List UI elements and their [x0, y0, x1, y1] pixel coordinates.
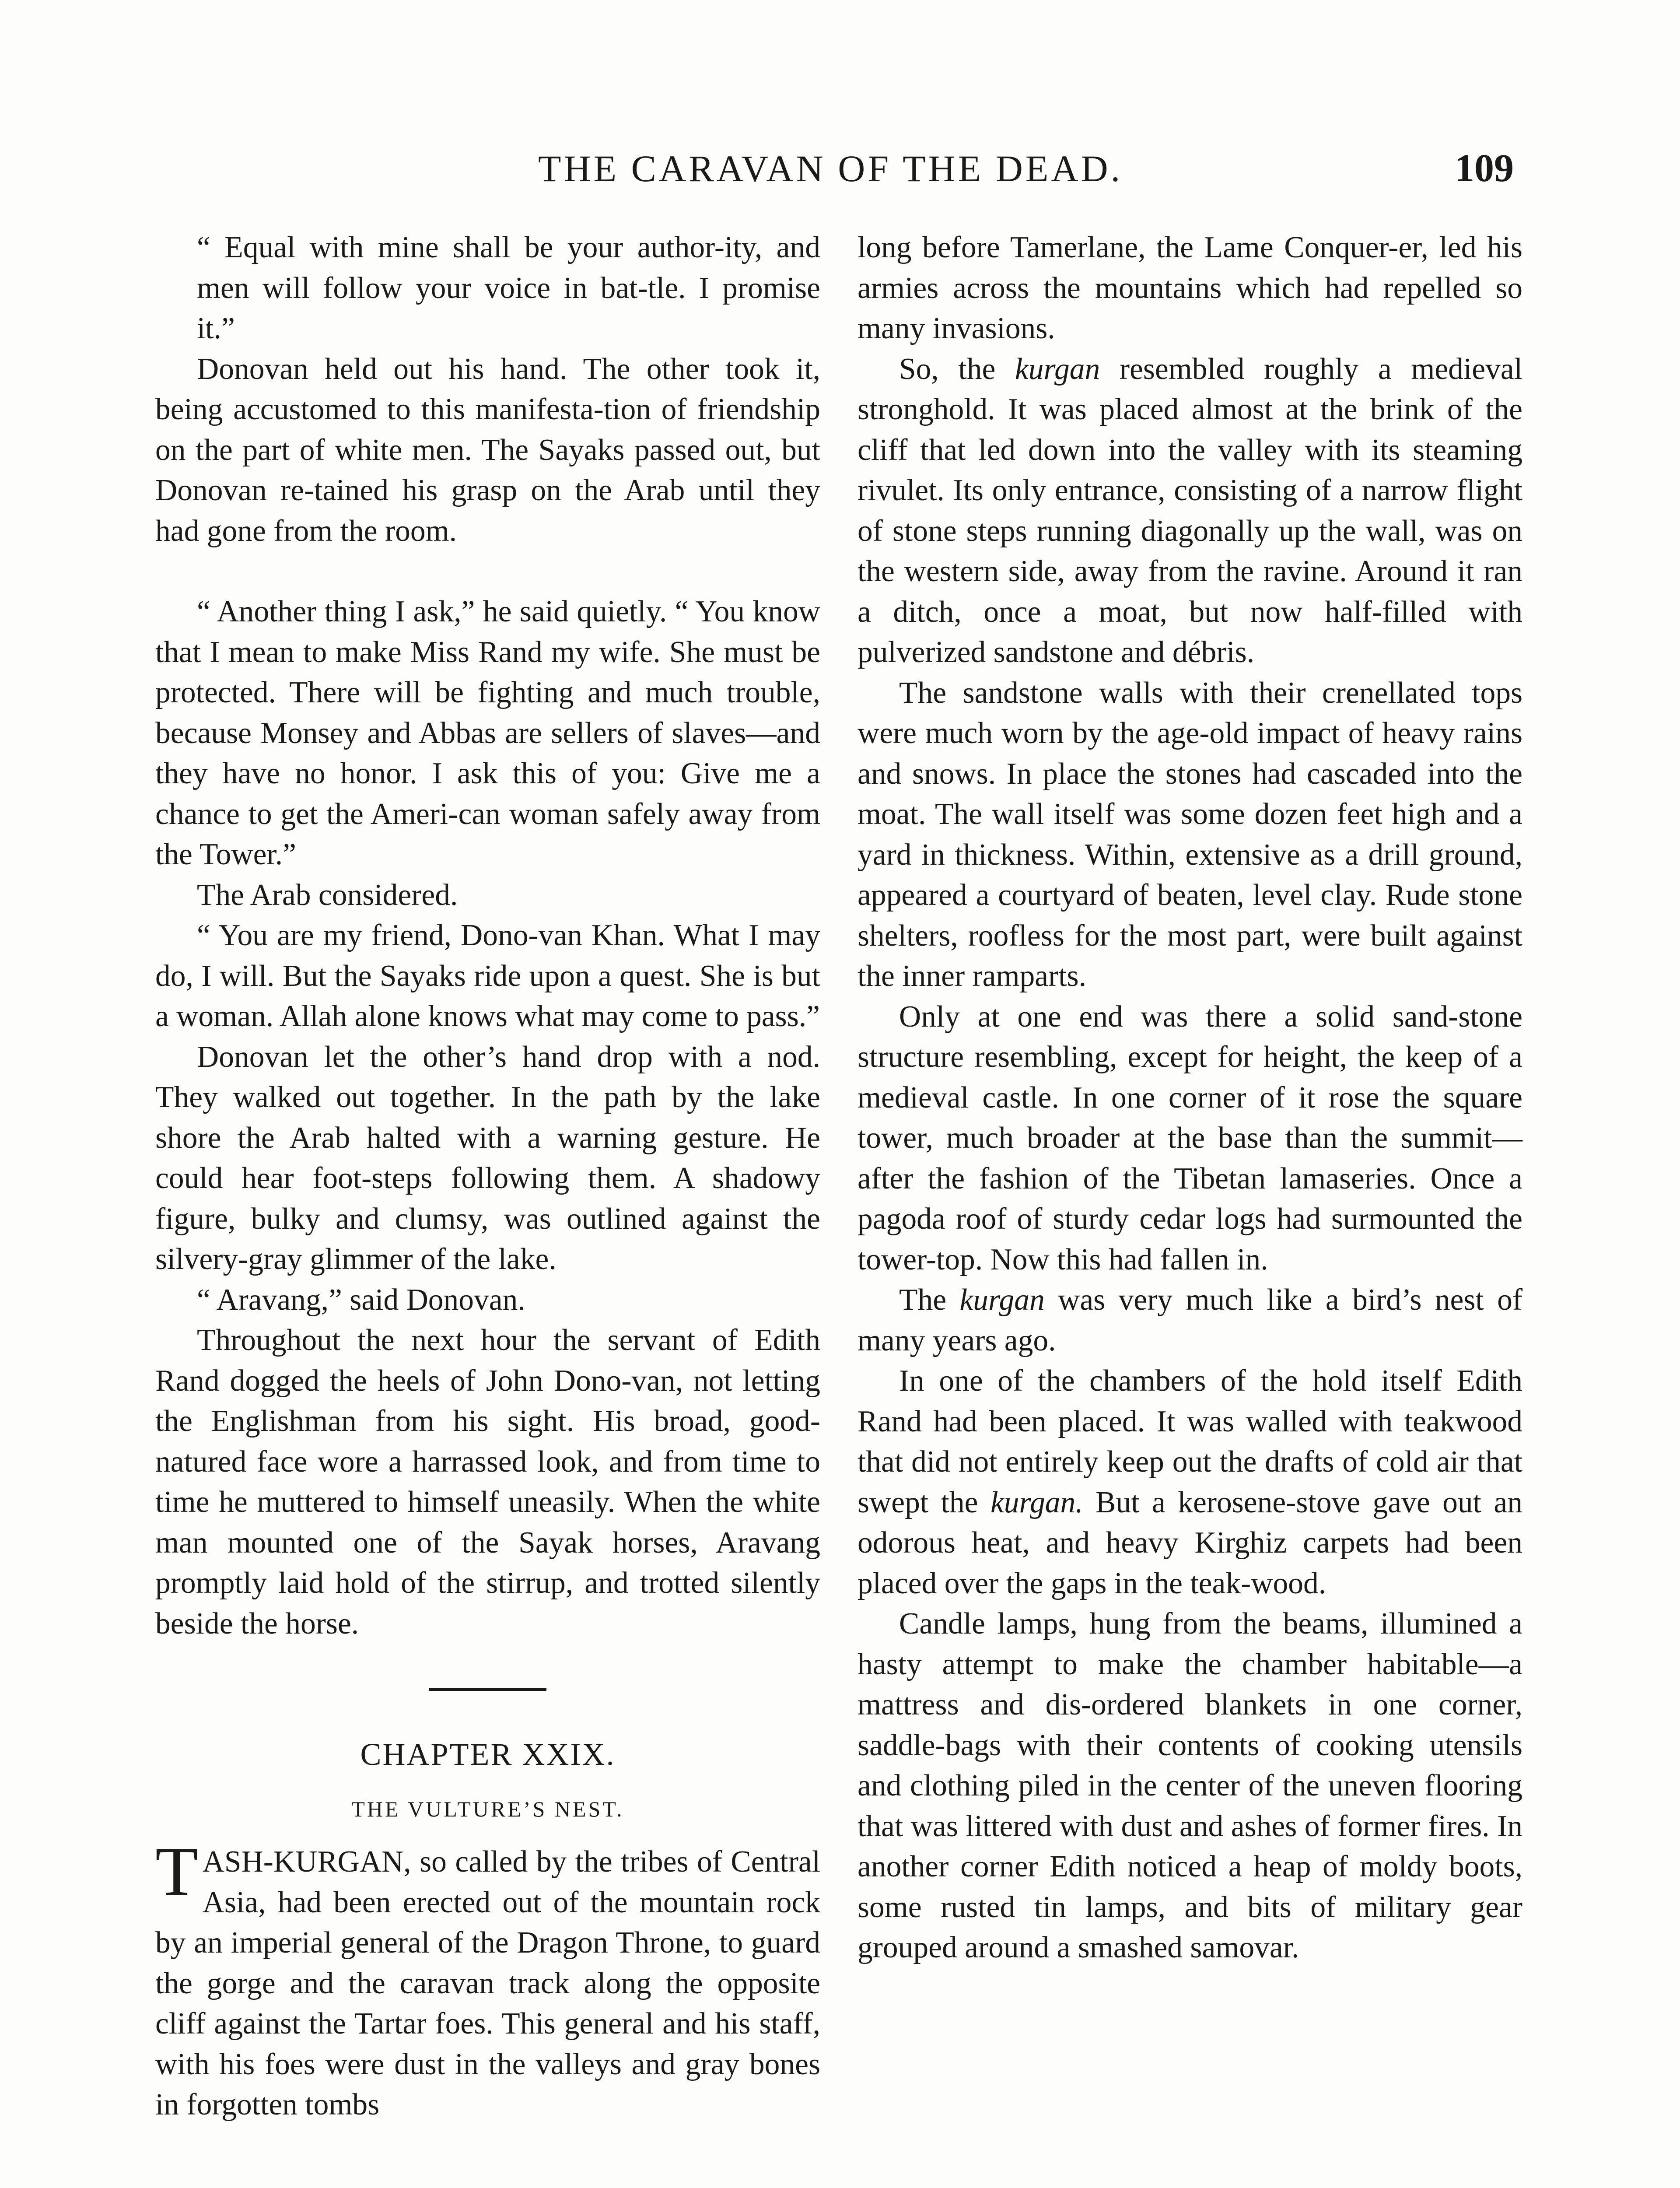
paragraph: “ Another thing I ask,” he said quietly. “ You know that I mean to make Miss Rand my wife. She must be protected. There will be fighting and much trouble, because Monsey and Abbas are sellers of slaves—and they have no honor. I ask this of you: Give me a chance to get the Ameri-can woman safely away from the Tower.”: [155, 595, 820, 871]
paragraph: “ Aravang,” said Donovan.: [197, 1283, 525, 1317]
paragraph: Donovan held out his hand. The other took it, being accustomed to this manifesta-tion of friendship on the part of white men. The Sayaks passed out, but Donovan re-tained his grasp on the Arab until they had gone from the room.: [155, 352, 820, 548]
running-header: [158, 144, 1514, 193]
left-column: [155, 228, 820, 2125]
paragraph: Throughout the next hour the servant of Edith Rand dogged the heels of John Dono-van, not letting the Englishman from his sight. His broad, good-natured face wore a harrassed look, and from time to time he muttered to himself uneasily. When the white man mounted one of the Sayak horses, Aravang promptly laid hold of the stirrup, and trotted silently beside the horse.: [155, 1323, 820, 1641]
running-title: THE CARAVAN OF THE DEAD.: [538, 147, 1123, 189]
chapter-subtitle: THE VULTURE’S NEST.: [351, 1797, 624, 1821]
text-run: So, the: [899, 352, 1015, 386]
paragraph: [858, 349, 1522, 673]
paragraph: The Arab considered.: [197, 878, 458, 912]
italic-term: kurgan.: [990, 1485, 1083, 1519]
paragraph: “ Equal with mine shall be your author-ity, and men will follow your voice in bat-tle. I promise it.”: [197, 231, 820, 345]
italic-term: kurgan: [959, 1283, 1045, 1317]
text-run: The: [899, 1283, 960, 1317]
drop-cap: T: [155, 1832, 198, 1910]
text-run: resembled roughly a medieval stronghold. It was placed almost at the brink of the cliff that led down into the valley with its steaming rivulet. Its only entrance, consisting of a narrow flight of stone steps running diagonally up the wall, was on the western side, away from the ravine. Around it ran a ditch, once a moat, but now half-filled with pulverized sandstone and débris.: [858, 352, 1522, 669]
chapter-opening-paragraph: [155, 1832, 820, 2125]
right-column: [858, 228, 1522, 1968]
paragraph: long before Tamerlane, the Lame Conquer-er, led his armies across the mountains which had repelled so many invasions.: [858, 231, 1522, 345]
paragraph: Candle lamps, hung from the beams, illumined a hasty attempt to make the chamber habitable—a mattress and dis-ordered blankets in one corner, saddle-bags with their contents of cooking utensils and clothing piled in the center of the uneven flooring that was littered with dust and ashes of former fires. In another corner Edith noticed a heap of moldy boots, some rusted tin lamps, and bits of military gear grouped around a smashed samovar.: [858, 1607, 1522, 1964]
paragraph: “ You are my friend, Dono-van Khan. What I may do, I will. But the Sayaks ride upon a quest. She is but a woman. Allah alone knows what may come to pass.”: [155, 919, 820, 1033]
paragraph: Only at one end was there a solid sand-stone structure resembling, except for height, the keep of a medieval castle. In one corner of it rose the square tower, much broader at the base than the summit—after the fashion of the Tibetan lamaseries. Once a pagoda roof of sturdy cedar logs had surmounted the tower-top. Now this had fallen in.: [858, 999, 1522, 1276]
paragraph: The sandstone walls with their crenellated tops were much worn by the age-old impact of heavy rains and snows. In place the stones had cascaded into the moat. The wall itself was some dozen feet high and a yard in thickness. Within, extensive as a drill ground, appeared a courtyard of beaten, level clay. Rude stone shelters, roofless for the most part, were built against the inner ramparts.: [858, 676, 1522, 993]
italic-term: kurgan: [1015, 352, 1100, 386]
paragraph: [858, 1280, 1522, 1361]
text-run: was very much like a bird’s nest of many years ago.: [858, 1283, 1522, 1357]
chapter-title: CHAPTER XXIX.: [360, 1737, 616, 1772]
paragraph: Donovan let the other’s hand drop with a nod. They walked out together. In the path by the lake shore the Arab halted with a warning gesture. He could hear foot-steps following them. A shadowy figure, bulky and clumsy, was outlined against the silvery-gray glimmer of the lake.: [155, 1040, 820, 1276]
text-run: But a kerosene-stove gave out an odorous heat, and heavy Kirghiz carpets had been placed over the gaps in the teak-wood.: [858, 1485, 1522, 1600]
page-number: 109: [1455, 147, 1514, 190]
section-divider: [429, 1688, 546, 1691]
text-run: In one of the chambers of the hold itself Edith Rand had been placed. It was walled with teakwood that did not entirely keep out the drafts of cold air that swept the: [858, 1364, 1522, 1519]
chapter-opening-text: ASH-KURGAN, so called by the tribes of Central Asia, had been erected out of the mountain rock by an imperial general of the Dragon Throne, to guard the gorge and the caravan track along the opposite cliff against the Tartar foes. This general and his staff, with his foes were dust in the valleys and gray bones in forgotten tombs: [155, 1845, 820, 2121]
paragraph: [858, 1361, 1522, 1604]
